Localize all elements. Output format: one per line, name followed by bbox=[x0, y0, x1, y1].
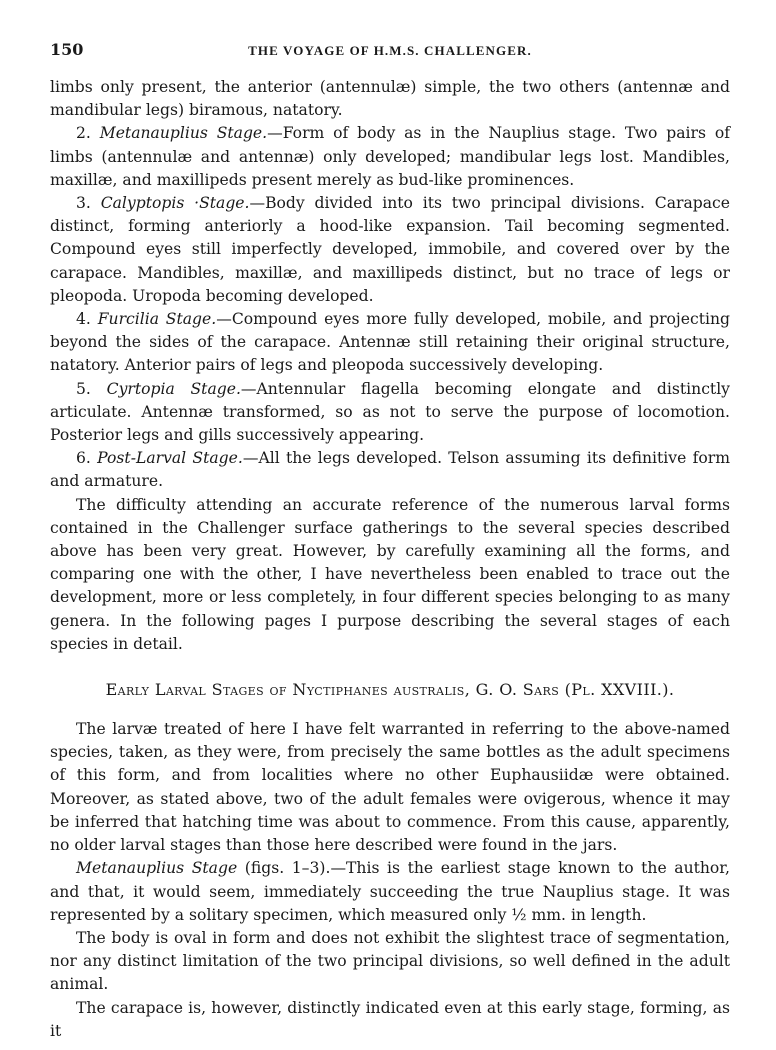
stage-paragraph-5 bbox=[50, 378, 730, 448]
difficulty-paragraph: The difficulty attending an accurate reference of the numerous larval forms contained in the Challenger surface gatherings to the several species described above has been very great. However, by carefully examining all the forms, and comparing one with the other, I have nevertheless been enabled to trace out the development, more or less completely, in four different species belonging to as many genera. In the following pages I purpose describing the several stages of each species in detail. bbox=[50, 495, 730, 653]
running-title: THE VOYAGE OF H.M.S. CHALLENGER. bbox=[248, 43, 532, 58]
stage-name: Metanauplius Stage. bbox=[99, 124, 268, 143]
stage-name: Calyptopis ·Stage. bbox=[100, 194, 250, 213]
stage-paragraph-4 bbox=[50, 308, 730, 378]
continuation-paragraph: limbs only present, the anterior (antennulæ) simple, the two others (antennæ and mandibular legs) biramous, natatory. bbox=[50, 78, 730, 120]
page-number: 150 bbox=[50, 40, 84, 59]
stage-number: 6. bbox=[76, 449, 91, 468]
stage-number: 3. bbox=[76, 194, 91, 213]
body-text: The body is oval in form and does not exhibit the slightest trace of segmentation, nor any distinct limitation of the two principal divisions, so well defined in the adult animal. bbox=[50, 928, 730, 994]
stage-paragraph-3 bbox=[50, 192, 730, 308]
section-heading: Early Larval Stages of Nyctiphanes australis, G. O. Sars (Pl. XXVIII.). bbox=[105, 680, 675, 700]
stage-text: —Antennular flagella becoming elongate and distinctly articulate. Antennæ transformed, so as not to serve the purpose of locomotion. Posterior legs and gills successively appearing. bbox=[50, 379, 730, 445]
running-head bbox=[50, 40, 730, 66]
metanauplius-paragraph bbox=[50, 857, 730, 927]
body-text: (figs. 1–3).—This is the earliest stage known to the author, and that, it would seem, immediately succeeding the true Nauplius stage. It was represented by a solitary specimen, which measured only ½ mm. in length. bbox=[50, 859, 731, 924]
stage-paragraph-2 bbox=[50, 122, 730, 192]
body-paragraph bbox=[50, 997, 730, 1043]
stage-number: 5. bbox=[76, 379, 91, 398]
stage-name: Cyrtopia Stage. bbox=[106, 379, 241, 398]
stage-text: —Body divided into its two principal divisions. Carapace distinct, forming anteriorly a hood-like expansion. Tail becoming segmented. Compound eyes still imperfectly developed, immobile, and covered over by the carapace. Mandibles, maxillæ, and maxillipeds distinct, but no trace of legs or pleopoda. Uropoda becoming developed. bbox=[50, 194, 730, 305]
body-paragraph bbox=[50, 927, 730, 997]
body-text: The carapace is, however, distinctly indicated even at this early stage, forming, as it bbox=[50, 998, 730, 1040]
stage-name: Metanauplius Stage bbox=[76, 859, 238, 878]
stage-paragraph-6 bbox=[50, 447, 730, 493]
body-text: The larvæ treated of here I have felt warranted in referring to the above-named species, taken, as they were, from precisely the same bottles as the adult specimens of this form, and from localities where no other Euphausiidæ were obtained. Moreover, as stated above, two of the adult females were ovigerous, whence it may be inferred that hatching time was about to commence. From this cause, apparently, no older larval stages than those here described were found in the jars. bbox=[50, 720, 730, 855]
stage-text: —All the legs developed. Telson assuming its definitive form and armature. bbox=[50, 449, 730, 491]
body-paragraph bbox=[50, 718, 730, 857]
stage-number: 4. bbox=[76, 310, 91, 329]
stage-name: Post-Larval Stage. bbox=[97, 449, 243, 468]
stage-name: Furcilia Stage. bbox=[97, 310, 217, 329]
stage-text: —Form of body as in the Nauplius stage. Two pairs of limbs (antennulæ and antennæ) only developed; mandibular legs lost. Mandibles, maxillæ, and maxillipeds present merely as bud-like prominences. bbox=[50, 124, 730, 189]
stage-text: —Compound eyes more fully developed, mobile, and projecting beyond the sides of the carapace. Antennæ still retaining their original structure, natatory. Anterior pairs of legs and pleopoda successively developing. bbox=[50, 310, 731, 375]
stage-number: 2. bbox=[76, 124, 91, 143]
